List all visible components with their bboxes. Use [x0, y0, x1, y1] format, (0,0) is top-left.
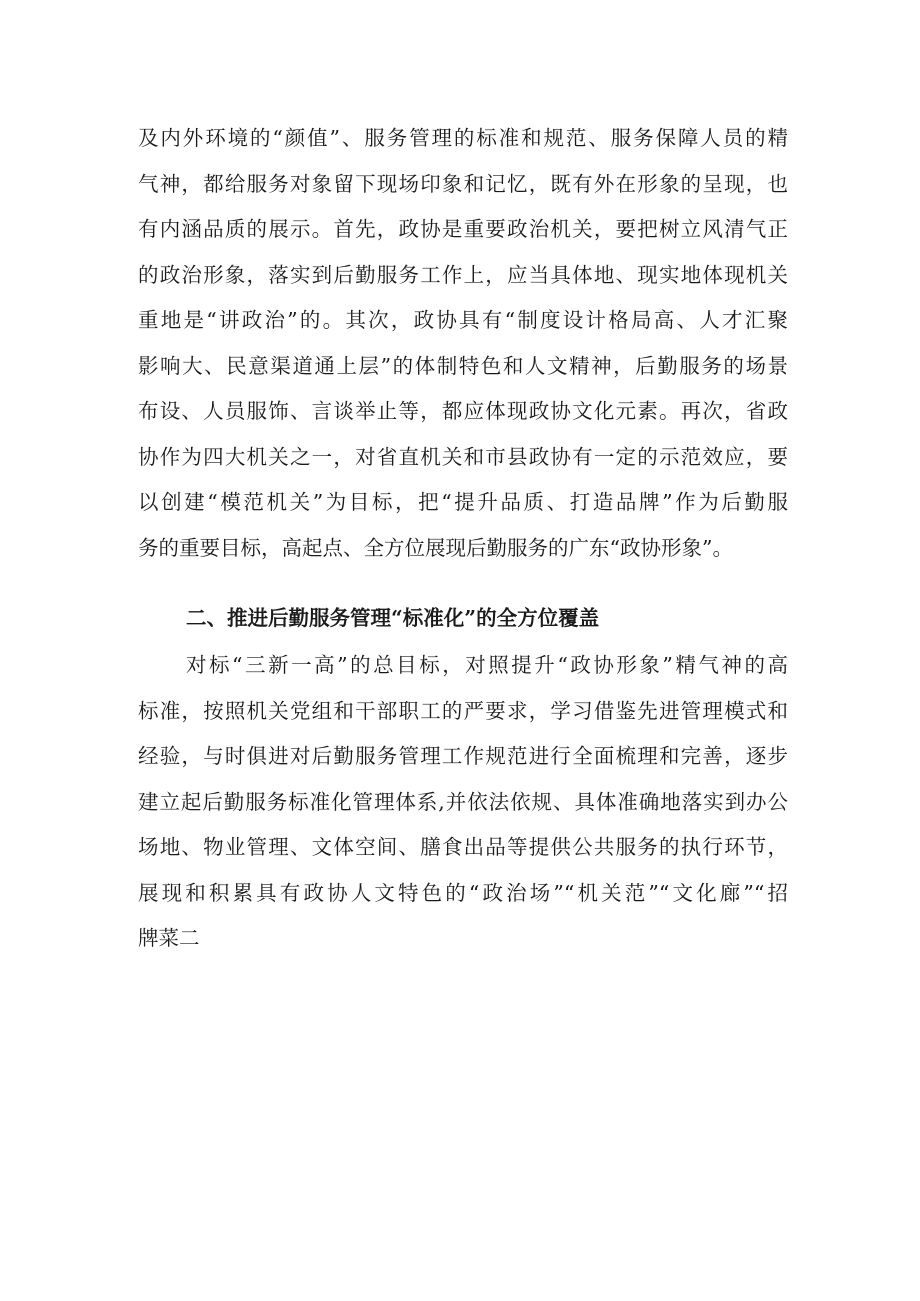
text-line: 对标“三新一高”的总目标，对照提升“政协形象”精气神的高 — [186, 653, 788, 677]
text-line: 及内外环境的“颜值”、服务管理的标准和规范、服务保障人员的精 — [138, 126, 788, 150]
text-line: 务的重要目标，高起点、全方位展现后勤服务的广东“政协形象”。 — [138, 535, 733, 560]
text-line: 牌菜二 — [138, 926, 200, 950]
text-line: 协作为四大机关之一，对省直机关和市县政协有一定的示范效应，要 — [138, 444, 788, 469]
text-line: 展现和积累具有政协人文特色的“政治场”“机关范”“文化廊”“招 — [138, 880, 788, 905]
text-line: 重地是“讲政治”的。其次，政协具有“制度设计格局高、人才汇聚 — [138, 308, 788, 332]
text-line: 影响大、民意渠道通上层”的体制特色和人文精神，后勤服务的场景 — [138, 353, 788, 378]
section-heading: 二、推进后勤服务管理“标准化”的全方位覆盖 — [186, 606, 600, 630]
text-line: 建立起后勤服务标准化管理体系,并依法依规、具体准确地落实到办公 — [138, 789, 788, 814]
text-line: 布设、人员服饰、言谈举止等，都应体现政协文化元素。再次，省政 — [138, 399, 788, 423]
text-line: 经验，与时俱进对后勤服务管理工作规范进行全面梳理和完善，逐步 — [138, 744, 788, 768]
text-line: 的政治形象，落实到后勤服务工作上，应当具体地、现实地体现机关 — [138, 262, 788, 287]
text-line: 标准，按照机关党组和干部职工的严要求，学习借鉴先进管理模式和 — [138, 698, 788, 723]
text-line: 有内涵品质的展示。首先，政协是重要政治机关，要把树立风清气正 — [138, 217, 788, 241]
body-paragraph-1 — [138, 116, 788, 571]
body-paragraph-2 — [138, 643, 788, 962]
text-line: 以创建“模范机关”为目标，把“提升品质、打造品牌”作为后勤服 — [138, 490, 788, 514]
text-line: 场地、物业管理、文体空间、膳食出品等提供公共服务的执行环节， — [138, 835, 788, 859]
text-line: 气神，都给服务对象留下现场印象和记忆，既有外在形象的呈现，也 — [138, 171, 788, 196]
